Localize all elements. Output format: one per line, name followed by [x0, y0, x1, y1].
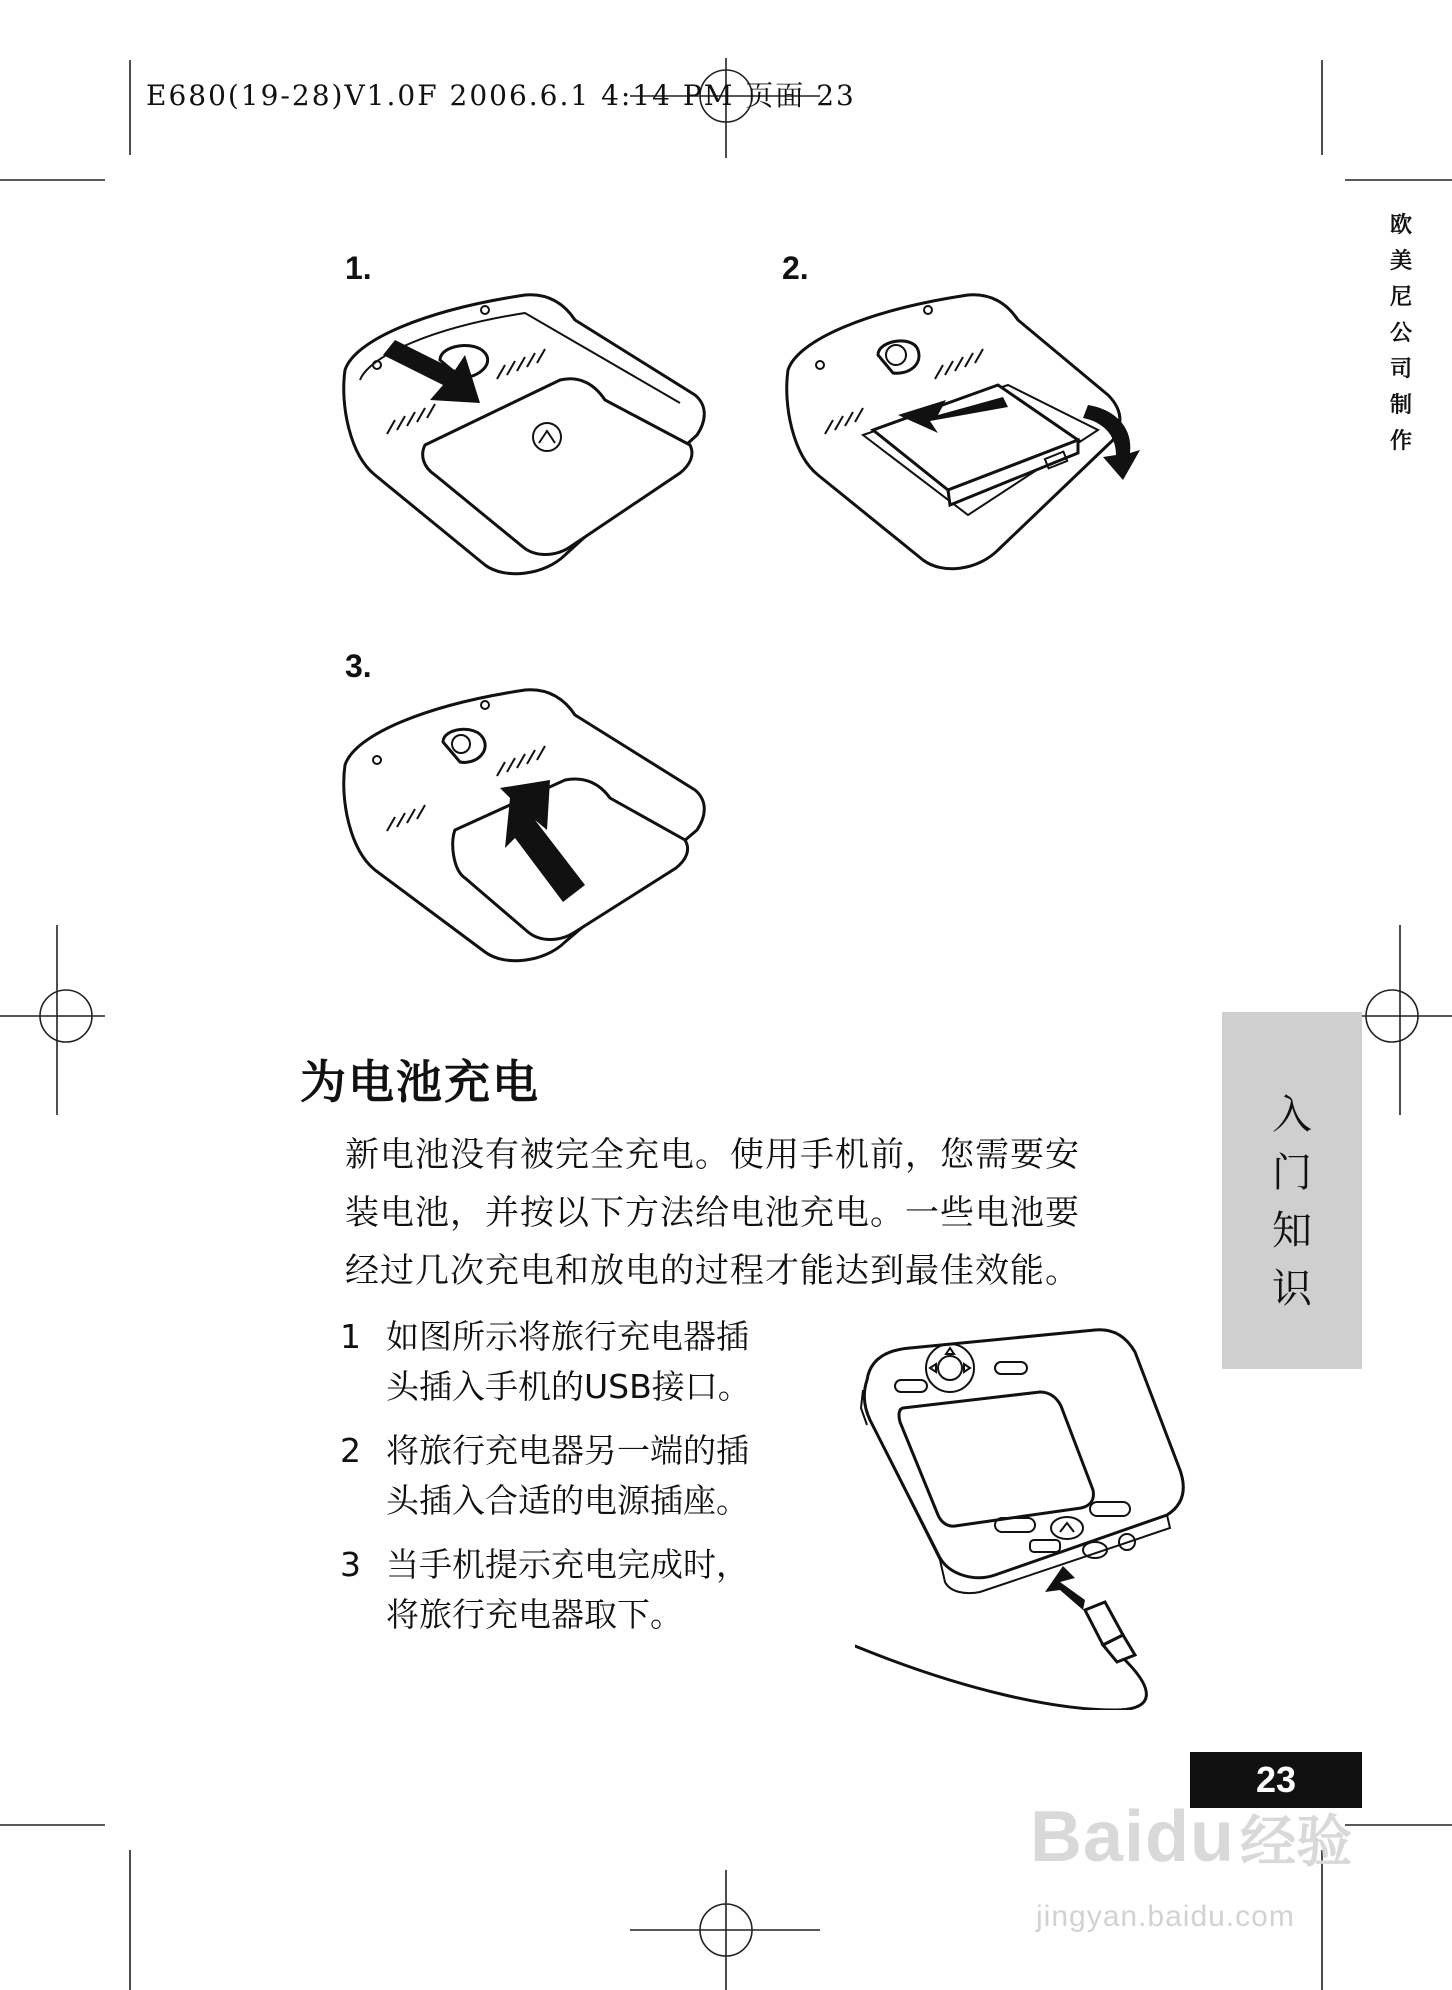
steps-list: [340, 1312, 840, 1654]
tab-char: 知: [1272, 1208, 1312, 1254]
step-text-line: 头插入合适的电源插座。: [386, 1481, 749, 1520]
list-item: [340, 1312, 840, 1412]
tab-char: 入: [1272, 1092, 1312, 1138]
side-label-char: 美: [1389, 249, 1412, 274]
step-number: 1: [340, 1317, 361, 1356]
list-item: [340, 1540, 840, 1640]
watermark-brand: Baidu: [1030, 1797, 1236, 1877]
side-label: [1384, 208, 1418, 460]
side-label-char: 公: [1389, 321, 1412, 346]
intro-line: 经过几次充电和放电的过程才能达到最佳效能。: [345, 1251, 1080, 1291]
side-label-char: 作: [1389, 429, 1412, 454]
step-number: 3: [340, 1545, 361, 1584]
step-text-line: 如图所示将旅行充电器插: [386, 1317, 749, 1356]
print-slug: E680(19-28)V1.0F 2006.6.1 4:14 PM 页面 23: [146, 79, 856, 112]
page-number: 23: [1190, 1752, 1362, 1808]
phone-charging-illustration: [855, 1310, 1195, 1710]
step-text-line: 当手机提示充电完成时，: [386, 1545, 749, 1584]
step-text-line: 将旅行充电器另一端的插: [386, 1431, 749, 1470]
baidu-watermark: [1030, 1796, 1352, 1878]
step-text-line: 头插入手机的USB接口。: [386, 1367, 751, 1406]
step-1-label: 1.: [345, 250, 372, 286]
battery-insert-illustration: [778, 285, 1158, 595]
watermark-url: jingyan.baidu.com: [1036, 1900, 1295, 1933]
side-label-char: 制: [1389, 393, 1412, 418]
tab-char: 门: [1272, 1150, 1312, 1196]
step-3-label: 3.: [345, 648, 372, 684]
battery-door-remove-illustration: [335, 285, 715, 595]
step-2-label: 2.: [782, 250, 809, 286]
side-label-char: 欧: [1389, 213, 1412, 238]
battery-door-replace-illustration: [335, 680, 715, 980]
side-label-char: 司: [1389, 357, 1412, 382]
section-title: 为电池充电: [300, 1055, 540, 1109]
watermark-cn: 经验: [1240, 1810, 1353, 1875]
tab-char: 识: [1272, 1266, 1312, 1312]
step-number: 2: [340, 1431, 361, 1470]
step-text-line: 将旅行充电器取下。: [386, 1595, 683, 1634]
intro-line: 新电池没有被完全充电。使用手机前，您需要安: [345, 1135, 1080, 1175]
list-item: [340, 1426, 840, 1526]
side-label-char: 尼: [1389, 285, 1412, 310]
intro-paragraph: [345, 1126, 1200, 1300]
intro-line: 装电池，并按以下方法给电池充电。一些电池要: [345, 1193, 1080, 1233]
chapter-tab: [1222, 1012, 1362, 1369]
